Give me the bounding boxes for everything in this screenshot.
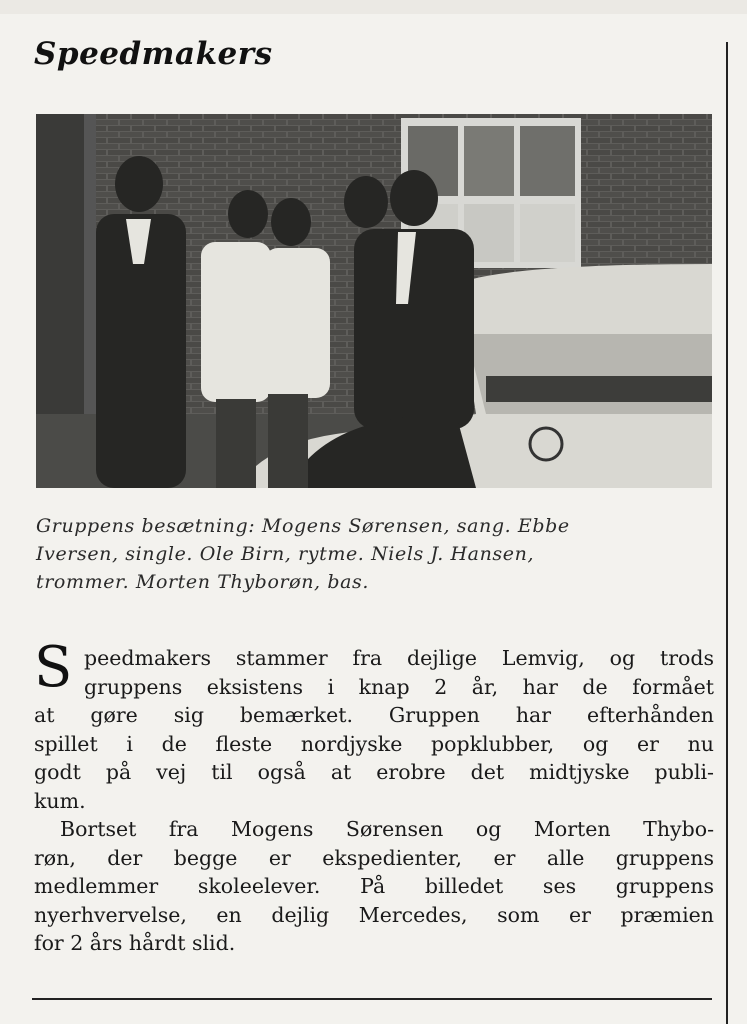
band-photo <box>36 114 712 488</box>
column-rule <box>726 42 728 1024</box>
paragraph-line: spillet i de fleste nordjyske popklubber, og er nu <box>34 731 714 756</box>
paragraph-line: medlemmer skoleelever. På billedet ses gruppens <box>34 874 714 898</box>
band-photo-icon <box>36 114 712 488</box>
article-title: Speedmakers <box>34 36 273 72</box>
article-body <box>34 644 714 958</box>
paragraph-line: nyerhvervelse, en dejlig Mercedes, som er præmien <box>34 902 714 927</box>
paragraph-line: peedmakers stammer fra dejlige Lemvig, og trods <box>84 646 714 670</box>
paragraph-line: for 2 års hårdt slid. <box>34 931 236 955</box>
paragraph-line: røn, der begge er ekspedienter, er alle gruppens <box>34 845 714 870</box>
paragraph-line: at gøre sig bemærket. Gruppen har efterhånden <box>34 703 714 727</box>
paragraph-line: godt på vej til også at erobre det midtjyske publi- <box>34 760 714 784</box>
drop-cap: S <box>34 635 73 700</box>
caption-line: Gruppens besætning: Mogens Sørensen, sang. Ebbe <box>36 515 570 537</box>
paragraph-line: kum. <box>34 788 86 813</box>
paragraph-line: Bortset fra Mogens Sørensen og Morten Thybo- <box>60 817 714 841</box>
page-edge <box>0 0 747 14</box>
photo-caption <box>36 512 726 596</box>
bottom-rule <box>32 998 712 1000</box>
caption-line: Iversen, single. Ole Birn, rytme. Niels J. Hansen, <box>36 543 535 565</box>
paragraph-line: gruppens eksistens i knap 2 år, har de formået <box>84 674 714 699</box>
caption-line: trommer. Morten Thyborøn, bas. <box>36 571 370 593</box>
